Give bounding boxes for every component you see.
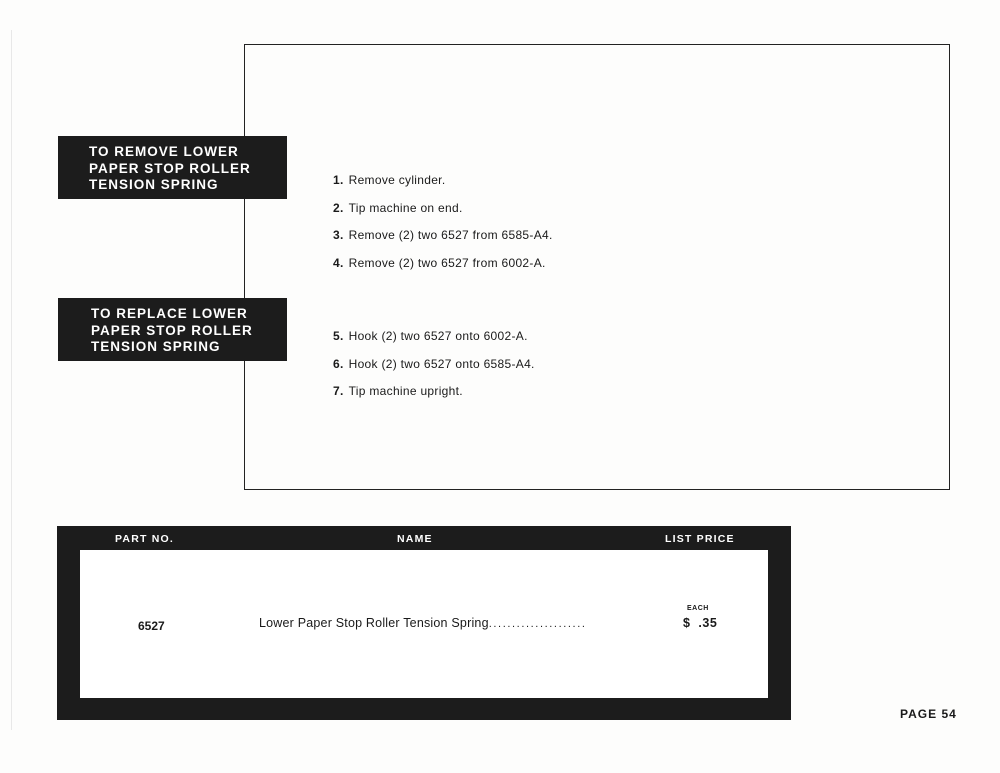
step-number: 5.: [333, 329, 344, 343]
step-text: Tip machine upright.: [348, 384, 463, 399]
step-item: [333, 383, 535, 411]
step-item: [333, 172, 553, 200]
step-number: 7.: [333, 384, 344, 399]
page-edge-shadow: [11, 30, 12, 730]
step-item: [333, 356, 535, 384]
remove-steps-list: [333, 172, 553, 283]
parts-table: [57, 526, 791, 720]
step-number: 3.: [333, 228, 344, 243]
dot-leader: .....................: [488, 618, 587, 630]
step-number: 4.: [333, 256, 344, 271]
remove-section-title: TO REMOVE LOWER PAPER STOP ROLLER TENSION SPRING: [58, 136, 287, 199]
page-number: PAGE 54: [900, 707, 957, 721]
step-number: 6.: [333, 356, 344, 371]
part-number-cell: 6527: [138, 619, 165, 633]
step-text: Remove (2) two 6527 from 6002-A.: [348, 256, 546, 271]
price-cell: $ .35: [683, 616, 718, 630]
step-number: 2.: [333, 200, 344, 215]
step-text: Hook (2) two 6527 onto 6002-A.: [348, 329, 528, 343]
header-list-price: LIST PRICE: [665, 533, 735, 545]
header-part-no: PART NO.: [115, 533, 174, 545]
part-name-text: Lower Paper Stop Roller Tension Spring: [259, 616, 489, 630]
table-row: [80, 550, 768, 698]
step-text: Remove (2) two 6527 from 6585-A4.: [348, 228, 553, 243]
step-text: Tip machine on end.: [348, 200, 463, 215]
step-number: 1.: [333, 173, 344, 187]
step-item: [333, 328, 535, 356]
part-name-cell: [259, 616, 587, 630]
header-name: NAME: [397, 533, 433, 545]
step-item: [333, 255, 553, 283]
step-text: Remove cylinder.: [348, 173, 446, 187]
replace-section-title: TO REPLACE LOWER PAPER STOP ROLLER TENSION SPRING: [58, 298, 287, 361]
step-item: [333, 227, 553, 255]
replace-steps-list: [333, 328, 535, 411]
step-item: [333, 200, 553, 228]
price-unit-label: EACH: [687, 605, 709, 612]
step-text: Hook (2) two 6527 onto 6585-A4.: [348, 356, 535, 371]
